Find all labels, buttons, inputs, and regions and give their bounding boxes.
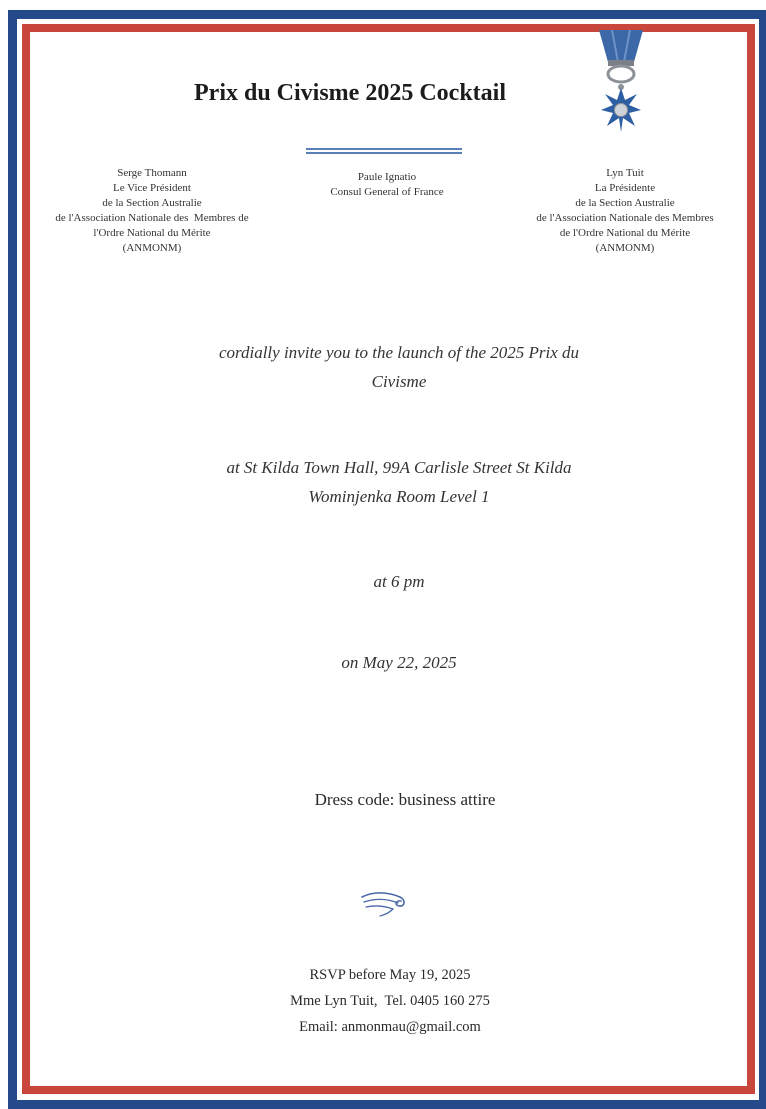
host-line: l'Ordre National du Mérite xyxy=(93,227,211,239)
host-president xyxy=(512,166,738,256)
title-divider xyxy=(306,148,462,156)
event-title: Prix du Civisme 2025 Cocktail xyxy=(194,80,506,106)
venue-line: at St Kilda Town Hall, 99A Carlisle Street St Kilda xyxy=(226,458,572,477)
flourish-icon xyxy=(358,888,410,920)
rsvp-contact: Mme Lyn Tuit, Tel. 0405 160 275 xyxy=(290,993,490,1009)
host-line: Consul General of France xyxy=(330,186,444,198)
host-line: de l'Association Nationale des Membres de xyxy=(55,212,249,224)
host-consul-general xyxy=(300,170,474,200)
host-line: Serge Thomann xyxy=(117,167,187,179)
rsvp-deadline: RSVP before May 19, 2025 xyxy=(309,967,471,983)
invitation-line: cordially invite you to the launch of the 2025 Prix du xyxy=(218,343,580,362)
host-line: de la Section Australie xyxy=(575,197,675,209)
host-line: Lyn Tuit xyxy=(606,167,644,179)
event-date: on May 22, 2025 xyxy=(341,653,457,672)
invitation-line: Civisme xyxy=(371,372,427,391)
host-line: de l'Ordre National du Mérite xyxy=(559,227,691,239)
host-line: La Présidente xyxy=(594,182,656,194)
host-line: (ANMONM) xyxy=(122,242,182,254)
host-line: de la Section Australie xyxy=(102,197,202,209)
event-time: at 6 pm xyxy=(373,572,425,591)
host-vice-president xyxy=(38,166,266,256)
venue-line: Wominjenka Room Level 1 xyxy=(308,487,490,506)
venue-text xyxy=(160,453,638,511)
host-line: Paule Ignatio xyxy=(357,171,417,183)
host-line: de l'Association Nationale des Membres xyxy=(536,212,714,224)
dress-code: Dress code: business attire xyxy=(314,790,496,809)
invitation-text xyxy=(160,338,638,396)
medal-icon xyxy=(596,30,646,134)
rsvp-email: Email: anmonmau@gmail.com xyxy=(299,1019,481,1035)
rsvp-block xyxy=(200,962,580,1040)
host-line: Le Vice Président xyxy=(113,182,191,194)
host-line: (ANMONM) xyxy=(595,242,655,254)
